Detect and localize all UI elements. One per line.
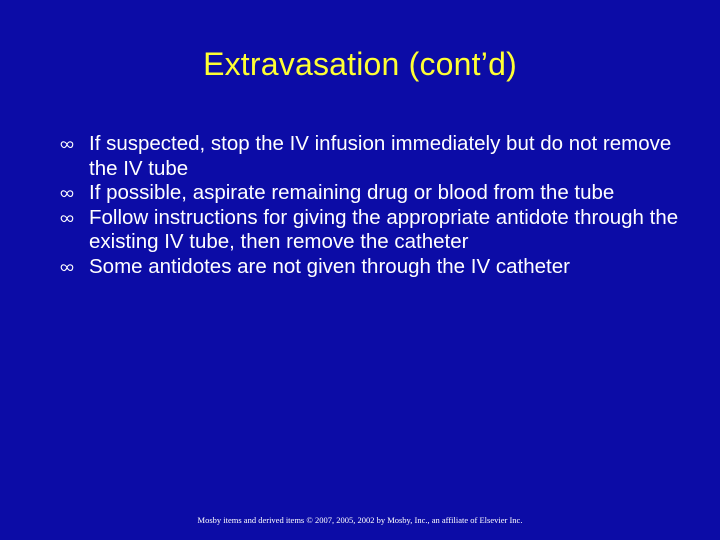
infinity-bullet-icon [60, 262, 74, 273]
bullet-text: Some antidotes are not given through the IV catheter [89, 254, 570, 278]
bullet-list [60, 132, 680, 279]
copyright-footer: Mosby items and derived items © 2007, 2005, 2002 by Mosby, Inc., an affiliate of Elsevier Inc. [197, 515, 523, 525]
infinity-bullet-icon [60, 213, 74, 224]
bullet-item [60, 132, 680, 181]
bullet-text: If suspected, stop the IV infusion immediately but do not remove the IV tube [89, 132, 672, 180]
bullet-item [60, 206, 680, 255]
infinity-bullet-icon [60, 139, 74, 150]
bullet-item [60, 181, 680, 206]
bullet-text: If possible, aspirate remaining drug or blood from the tube [89, 181, 615, 204]
slide-title: Extravasation (cont’d) [203, 46, 517, 82]
infinity-bullet-icon [60, 188, 74, 199]
bullet-text: Follow instructions for giving the appropriate antidote through the existing IV tube, then remove the catheter [89, 205, 679, 253]
bullet-item [60, 255, 680, 280]
